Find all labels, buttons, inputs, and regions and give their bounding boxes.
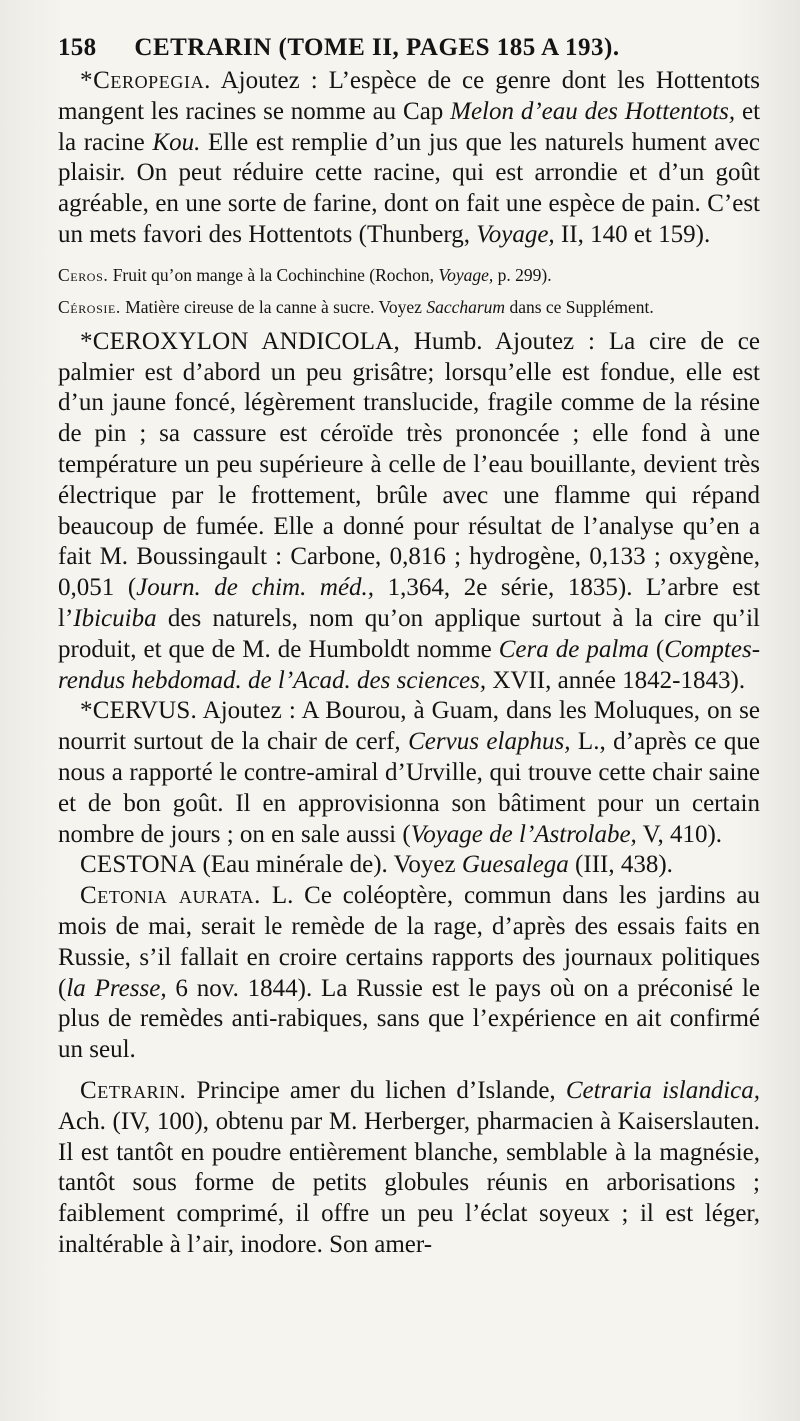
entry-italic: Guesalega: [461, 851, 569, 879]
entry-italic: Cervus elaphus,: [408, 728, 571, 756]
entry-italic: Melon d’eau des Hottentots,: [450, 97, 736, 125]
entry-cerosie: [58, 295, 760, 319]
entry-ceroxylon: [58, 327, 760, 697]
entry-text: (: [648, 635, 665, 663]
entry-italic: Journ. de chim. méd.,: [136, 574, 375, 602]
page-number: 158: [58, 34, 97, 61]
entry-term: Cetonia aurata.: [80, 882, 261, 910]
entry-italic: Cera de palma: [498, 635, 649, 663]
entry-term: *CERVUS.: [80, 697, 197, 725]
entry-italic: Cetraria islandica,: [565, 1076, 760, 1104]
entry-text: 1,364, 2e série, 1835). L’arbre est l’: [58, 574, 761, 632]
entry-term: *CEROXYLON ANDICOLA,: [80, 327, 400, 355]
entry-text: Elle est remplie d’un jus que les naturels hument avec plaisir. On peut réduire cette racine, qui est arrondie et d’un goût agréable, en une sorte de farine, dont on fait une espèce de pain. C’est un mets favori des Hottentots (Thunberg,: [58, 128, 760, 248]
entry-italic: Kou.: [152, 128, 201, 156]
entry-text: L. Ce coléoptère, commun dans les jardins au mois de mai, serait le remède de la rage, d’après des essais faits en Russie, s’il fallait en croire certains rapports des journaux politiques (: [58, 882, 760, 1002]
entry-term: Cetrarin.: [80, 1076, 187, 1104]
entry-cestona: [58, 850, 760, 881]
entry-italic: Voyage de l’Astrolabe,: [410, 820, 637, 848]
entry-cetrarin: [58, 1076, 760, 1261]
entry-text: L., d’après ce que nous a rapporté le contre-amiral d’Urville, qui trouve cette chair saine et de bon goût. Il en approvisionna son bâtiment pour un certain nombre de jours ; on en sale aussi (: [58, 728, 760, 848]
page-body: [58, 66, 760, 1261]
entry-italic: la Presse,: [66, 974, 167, 1002]
entry-text: Fruit qu’on mange à la Cochinchine (Rochon,: [108, 264, 439, 285]
entry-text: Ajoutez : L’espèce de ce genre dont les Hottentots mangent les racines se nomme au Cap: [58, 67, 760, 125]
entry-term: CESTONA: [80, 851, 197, 879]
entry-italic: Saccharum: [426, 296, 506, 317]
running-title: CETRARIN (TOME II, PAGES 185 A 193).: [134, 34, 620, 61]
entry-text: 6 nov. 1844). La Russie est le pays où on a préconisé le plus de remèdes anti-rabiques, sans que l’expérience en ait confirmé un seul.: [58, 974, 761, 1064]
entry-ceros: [58, 263, 760, 287]
entry-ceropegia: [58, 66, 760, 251]
entry-text: (III, 438).: [568, 851, 673, 879]
entry-italic: Voyage,: [476, 220, 555, 248]
entry-text: Ajoutez : A Bourou, à Guam, dans les Moluques, on se nourrit surtout de la chair de cerf,: [58, 697, 760, 756]
entry-text: II, 140 et 159).: [554, 220, 711, 248]
entry-text: XVII, année 1842-1843).: [486, 666, 746, 694]
entry-italic: Ibicuiba: [73, 604, 157, 632]
entry-text: Principe amer du lichen d’Islande,: [186, 1076, 566, 1104]
entry-text: Matière cireuse de la canne à sucre. Voyez: [120, 296, 427, 317]
page-header: [58, 34, 760, 62]
entry-italic: Comptes-rendus hebdomad. de l’Acad. des sciences,: [58, 635, 761, 694]
entry-text: (Eau minérale de). Voyez: [196, 851, 462, 879]
entry-text: et la racine: [58, 97, 761, 156]
entry-text: Humb. Ajoutez : La cire de ce palmier est d’abord un peu grisâtre; lorsqu’elle est fondue, elle est d’un jaune foncé, légèrement translucide, fragile comme de la résine de pin ; sa cassure est céroïde très prononcée ; elle fond à une température un peu supérieure à celle de l’eau bouillante, devient très électrique par le frottement, brûle avec une flamme qui répand beaucoup de fumée. Elle a donné pour résultat de l’analyse qu’en a fait M. Boussingault : Carbone, 0,816 ; hydrogène, 0,133 ; oxygène, 0,051 (: [58, 327, 760, 602]
entry-italic: Voyage,: [438, 264, 494, 285]
entry-text: dans ce Supplément.: [505, 296, 654, 317]
entry-text: V, 410).: [636, 820, 723, 848]
entry-text: p. 299).: [493, 264, 552, 285]
entry-text: des naturels, nom qu’on applique surtout à la cire qu’il produit, et que de M. de Humboldt nomme: [58, 604, 760, 663]
entry-cervus: [58, 696, 760, 850]
entry-cetonia: [58, 881, 760, 1066]
entry-term: Ceros.: [58, 264, 109, 285]
entry-text: Ach. (IV, 100), obtenu par M. Herberger, pharmacien à Kaiserslauten. Il est tantôt en poudre entièrement blanche, semblable à la magnésie, tantôt sous forme de petits globules réunis en arborisations ; faiblement comprimé, il offre un peu l’éclat soyeux ; il est léger, inaltérable à l’air, inodore. Son amer-: [58, 1107, 760, 1258]
entry-term: *Ceropegia.: [80, 67, 212, 94]
entry-term: Cérosie.: [58, 296, 121, 317]
